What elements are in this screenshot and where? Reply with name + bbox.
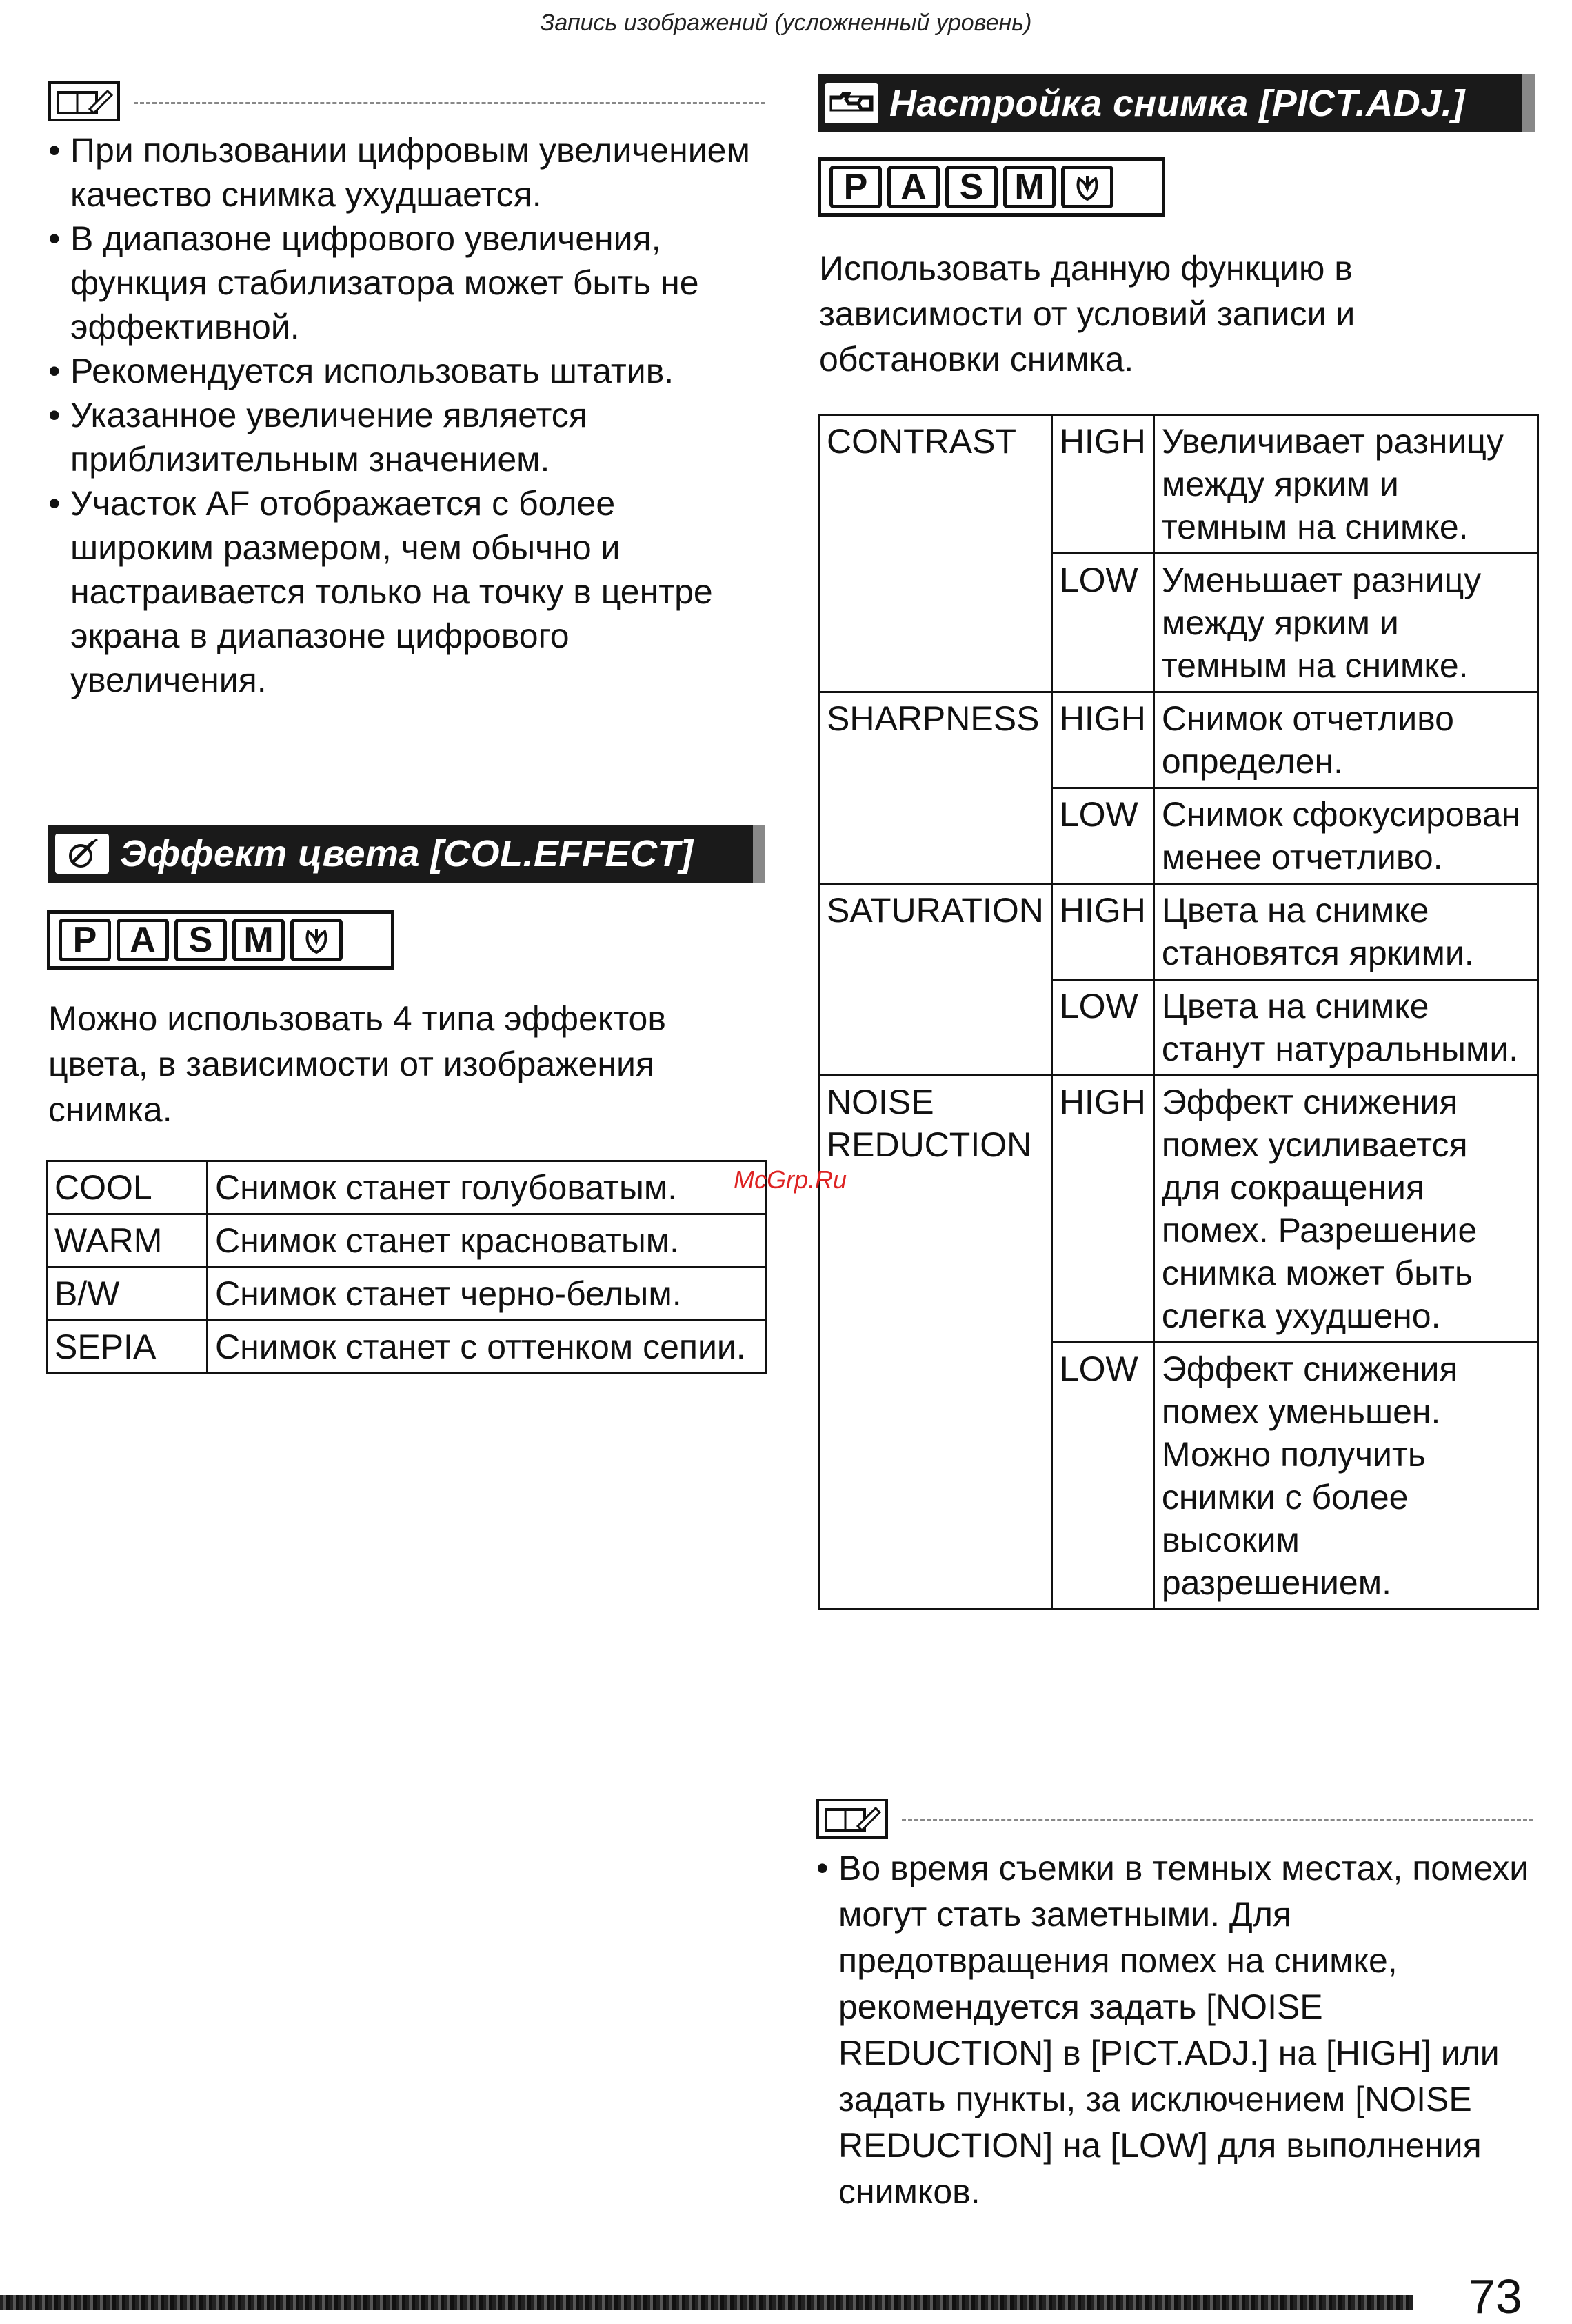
level-desc: Эффект снижения помех усиливается для сокращения помех. Разрешение снимка может быть слегка ухудшено. bbox=[1153, 1076, 1538, 1343]
table-row bbox=[819, 1076, 1538, 1343]
level-label: HIGH bbox=[1051, 415, 1153, 554]
page-number: 73 bbox=[1469, 2270, 1522, 2323]
table-row bbox=[47, 1321, 766, 1374]
col-effect-title: Эффект цвета [COL.EFFECT] bbox=[120, 833, 694, 874]
color-effect-icon bbox=[55, 834, 109, 874]
note-divider bbox=[902, 1819, 1533, 1821]
level-desc: Уменьшает разницу между ярким и темным на снимке. bbox=[1153, 554, 1538, 692]
col-effect-table bbox=[46, 1160, 767, 1374]
level-label: HIGH bbox=[1051, 692, 1153, 788]
note-icon bbox=[48, 81, 120, 121]
table-row bbox=[819, 884, 1538, 980]
note-icon bbox=[816, 1799, 888, 1839]
level-label: LOW bbox=[1051, 1343, 1153, 1610]
effect-name: WARM bbox=[47, 1214, 208, 1268]
wrench-icon bbox=[825, 83, 878, 123]
note-bullet: • Во время съемки в темных местах, помехи могут стать заметными. Для предотвращения помех на снимке, рекомендуется задать [NOISE REDUCTION] в [PICT.ADJ.] на [HIGH] или задать пункты, за исключением [NOISE REDUCTION] на [LOW] для выполнения снимков. bbox=[816, 1845, 1533, 2215]
pict-adj-table bbox=[818, 414, 1539, 1610]
left-note-block bbox=[48, 81, 765, 702]
note-header bbox=[48, 81, 765, 123]
effect-name: SEPIA bbox=[47, 1321, 208, 1374]
effect-desc: Снимок станет красноватым. bbox=[208, 1214, 766, 1268]
setting-name: CONTRAST bbox=[819, 415, 1052, 692]
note-bullet: • Указанное увеличение является приблизительным значением. bbox=[48, 393, 765, 481]
level-label: LOW bbox=[1051, 788, 1153, 884]
pict-adj-intro: Использовать данную функцию в зависимости от условий записи и обстановки снимка. bbox=[819, 249, 1356, 379]
table-row bbox=[47, 1214, 766, 1268]
mode-p-icon: P bbox=[59, 919, 111, 961]
note-divider bbox=[134, 102, 765, 104]
watermark: McGrp.Ru bbox=[734, 1165, 847, 1194]
effect-desc: Снимок станет с оттенком сепии. bbox=[208, 1321, 766, 1374]
table-row bbox=[819, 415, 1538, 554]
pict-adj-mode-badges bbox=[818, 157, 1165, 217]
col-effect-intro: Можно использовать 4 типа эффектов цвета, в зависимости от изображения снимка. bbox=[48, 999, 666, 1129]
left-note-list bbox=[48, 128, 765, 702]
level-label: HIGH bbox=[1051, 884, 1153, 980]
effect-name: B/W bbox=[47, 1268, 208, 1321]
col-effect-mode-badges bbox=[47, 910, 394, 970]
mode-s-icon: S bbox=[945, 166, 998, 208]
level-desc: Эффект снижения помех уменьшен. Можно получить снимки с более высоким разрешением. bbox=[1153, 1343, 1538, 1610]
note-bullet: • В диапазоне цифрового увеличения, функция стабилизатора может быть не эффективной. bbox=[48, 217, 765, 349]
note-bullet: • Рекомендуется использовать штатив. bbox=[48, 349, 765, 393]
note-header bbox=[816, 1799, 1533, 1840]
level-desc: Увеличивает разницу между ярким и темным на снимке. bbox=[1153, 415, 1538, 554]
macro-mode-icon bbox=[290, 919, 343, 961]
level-label: HIGH bbox=[1051, 1076, 1153, 1343]
pict-adj-header bbox=[818, 74, 1535, 132]
table-row bbox=[819, 692, 1538, 788]
mode-s-icon: S bbox=[174, 919, 227, 961]
effect-desc: Снимок станет голубоватым. bbox=[208, 1161, 766, 1214]
right-note-block bbox=[816, 1799, 1533, 2215]
col-effect-header bbox=[48, 825, 765, 883]
level-label: LOW bbox=[1051, 554, 1153, 692]
level-desc: Цвета на снимке станут натуральными. bbox=[1153, 980, 1538, 1076]
mode-m-icon: M bbox=[232, 919, 285, 961]
footer-bar bbox=[0, 2295, 1413, 2310]
level-desc: Снимок отчетливо определен. bbox=[1153, 692, 1538, 788]
setting-name: NOISE REDUCTION bbox=[819, 1076, 1052, 1610]
setting-name: SATURATION bbox=[819, 884, 1052, 1076]
page-header: Запись изображений (усложненный уровень) bbox=[540, 10, 1032, 36]
note-bullet: • Участок AF отображается с более широким размером, чем обычно и настраивается только на точку в центре экрана в диапазоне цифрового увеличения. bbox=[48, 481, 765, 702]
mode-a-icon: A bbox=[117, 919, 169, 961]
table-row bbox=[47, 1268, 766, 1321]
effect-name: COOL bbox=[47, 1161, 208, 1214]
mode-a-icon: A bbox=[887, 166, 940, 208]
setting-name: SHARPNESS bbox=[819, 692, 1052, 884]
pict-adj-title: Настройка снимка [PICT.ADJ.] bbox=[889, 83, 1465, 124]
mode-p-icon: P bbox=[829, 166, 882, 208]
mode-m-icon: M bbox=[1003, 166, 1056, 208]
level-desc: Цвета на снимке становятся яркими. bbox=[1153, 884, 1538, 980]
macro-mode-icon bbox=[1061, 166, 1114, 208]
effect-desc: Снимок станет черно-белым. bbox=[208, 1268, 766, 1321]
level-desc: Снимок сфокусирован менее отчетливо. bbox=[1153, 788, 1538, 884]
level-label: LOW bbox=[1051, 980, 1153, 1076]
note-bullet: • При пользовании цифровым увеличением качество снимка ухудшается. bbox=[48, 128, 765, 217]
table-row bbox=[47, 1161, 766, 1214]
right-note-list bbox=[816, 1845, 1533, 2215]
